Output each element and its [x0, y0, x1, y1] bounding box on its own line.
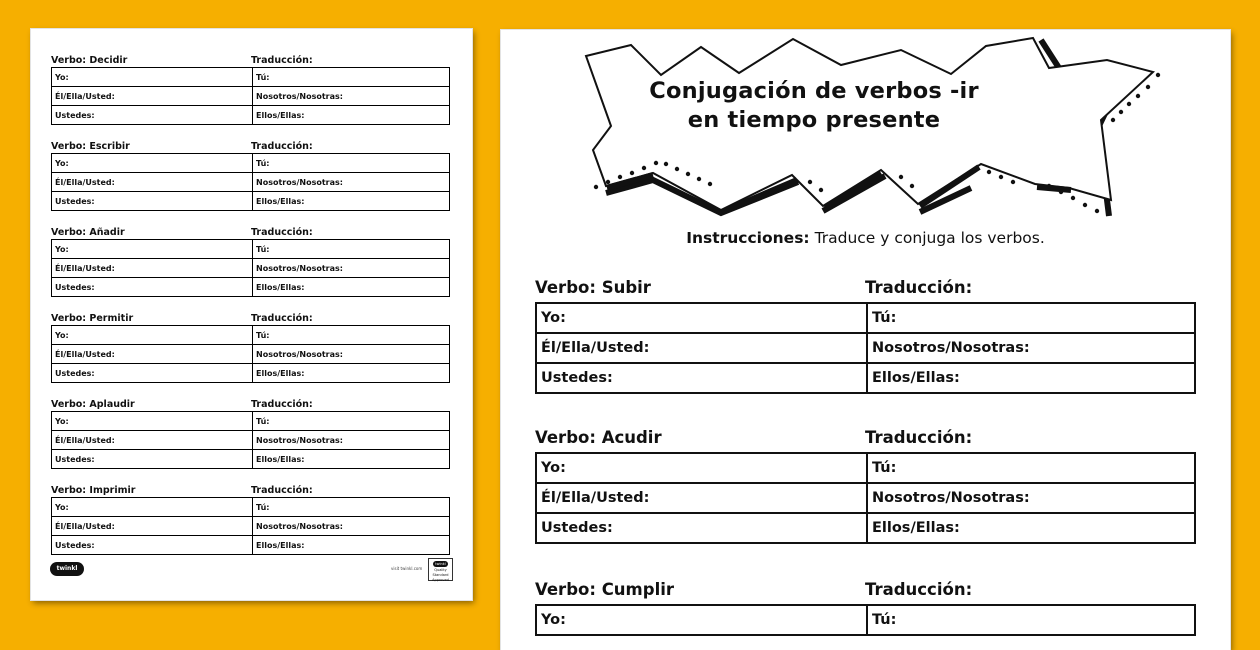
ustedes-cell[interactable]: Ustedes: [52, 536, 253, 555]
ustedes-cell[interactable]: Ustedes: [52, 192, 253, 211]
translation-label: Traducción: [251, 399, 313, 410]
ellos-cell[interactable]: Ellos/Ellas: [867, 513, 1195, 543]
conjugation-table [535, 604, 1196, 636]
nosotros-cell[interactable]: Nosotros/Nosotras: [867, 483, 1195, 513]
tu-cell[interactable]: Tú: [867, 605, 1195, 635]
conjugation-table [51, 67, 450, 125]
verb-section-imprimir [51, 485, 451, 550]
page-title: Conjugación de verbos -ir en tiempo presente [649, 78, 979, 133]
verb-heading: Verbo: Imprimir [51, 485, 136, 496]
verb-heading: Verbo: Subir [535, 278, 651, 297]
nosotros-cell[interactable]: Nosotros/Nosotras: [867, 333, 1195, 363]
yo-cell[interactable]: Yo: [52, 412, 253, 431]
nosotros-cell[interactable]: Nosotros/Nosotras: [253, 87, 450, 106]
translation-label: Traducción: [865, 428, 973, 447]
tu-cell[interactable]: Tú: [253, 154, 450, 173]
verb-heading: Verbo: Acudir [535, 428, 662, 447]
tu-cell[interactable]: Tú: [253, 412, 450, 431]
yo-cell[interactable]: Yo: [52, 154, 253, 173]
el-cell[interactable]: Él/Ella/Usted: [52, 259, 253, 278]
conjugation-table [535, 302, 1196, 394]
tu-cell[interactable]: Tú: [867, 453, 1195, 483]
worksheet-thumbnail [31, 29, 472, 600]
ellos-cell[interactable]: Ellos/Ellas: [253, 536, 450, 555]
ustedes-cell[interactable]: Ustedes: [52, 278, 253, 297]
el-cell[interactable]: Él/Ella/Usted: [52, 87, 253, 106]
yo-cell[interactable]: Yo: [536, 453, 867, 483]
translation-label: Traducción: [251, 485, 313, 496]
nosotros-cell[interactable]: Nosotros/Nosotras: [253, 431, 450, 450]
el-cell[interactable]: Él/Ella/Usted: [52, 345, 253, 364]
quality-badge-icon: twinkl Quality Standard Approved [428, 558, 453, 581]
instructions-text: Traduce y conjuga los verbos. [814, 229, 1045, 247]
ellos-cell[interactable]: Ellos/Ellas: [253, 450, 450, 469]
nosotros-cell[interactable]: Nosotros/Nosotras: [253, 517, 450, 536]
conjugation-table [51, 239, 450, 297]
verb-section-acudir [535, 428, 1197, 536]
verb-heading: Verbo: Escribir [51, 141, 130, 152]
nosotros-cell[interactable]: Nosotros/Nosotras: [253, 259, 450, 278]
translation-label: Traducción: [865, 278, 973, 297]
verb-section-anadir [51, 227, 451, 292]
tu-cell[interactable]: Tú: [253, 240, 450, 259]
ellos-cell[interactable]: Ellos/Ellas: [253, 364, 450, 383]
ellos-cell[interactable]: Ellos/Ellas: [867, 363, 1195, 393]
el-cell[interactable]: Él/Ella/Usted: [536, 333, 867, 363]
yo-cell[interactable]: Yo: [536, 605, 867, 635]
ellos-cell[interactable]: Ellos/Ellas: [253, 106, 450, 125]
nosotros-cell[interactable]: Nosotros/Nosotras: [253, 345, 450, 364]
tu-cell[interactable]: Tú: [253, 498, 450, 517]
nosotros-cell[interactable]: Nosotros/Nosotras: [253, 173, 450, 192]
footer-url: visit twinkl.com [391, 566, 423, 571]
yo-cell[interactable]: Yo: [52, 68, 253, 87]
translation-label: Traducción: [251, 227, 313, 238]
verb-section-subir [535, 278, 1197, 386]
ustedes-cell[interactable]: Ustedes: [52, 106, 253, 125]
ustedes-cell[interactable]: Ustedes: [536, 513, 867, 543]
tu-cell[interactable]: Tú: [253, 68, 450, 87]
verb-section-aplaudir [51, 399, 451, 464]
conjugation-table [51, 325, 450, 383]
yo-cell[interactable]: Yo: [536, 303, 867, 333]
verb-heading: Verbo: Decidir [51, 55, 128, 66]
el-cell[interactable]: Él/Ella/Usted: [52, 431, 253, 450]
tu-cell[interactable]: Tú: [253, 326, 450, 345]
title-banner-icon [501, 30, 1230, 260]
ellos-cell[interactable]: Ellos/Ellas: [253, 278, 450, 297]
verb-section-decidir [51, 55, 451, 120]
translation-label: Traducción: [251, 313, 313, 324]
verb-section-permitir [51, 313, 451, 378]
ustedes-cell[interactable]: Ustedes: [52, 364, 253, 383]
verb-heading: Verbo: Cumplir [535, 580, 675, 599]
yo-cell[interactable]: Yo: [52, 240, 253, 259]
ustedes-cell[interactable]: Ustedes: [52, 450, 253, 469]
yo-cell[interactable]: Yo: [52, 326, 253, 345]
el-cell[interactable]: Él/Ella/Usted: [52, 517, 253, 536]
verb-heading: Verbo: Permitir [51, 313, 134, 324]
verb-section-escribir [51, 141, 451, 206]
translation-label: Traducción: [251, 55, 313, 66]
verb-heading: Verbo: Añadir [51, 227, 125, 238]
conjugation-table [535, 452, 1196, 544]
el-cell[interactable]: Él/Ella/Usted: [536, 483, 867, 513]
ellos-cell[interactable]: Ellos/Ellas: [253, 192, 450, 211]
tu-cell[interactable]: Tú: [867, 303, 1195, 333]
translation-label: Traducción: [251, 141, 313, 152]
translation-label: Traducción: [865, 580, 973, 599]
conjugation-table [51, 153, 450, 211]
conjugation-table [51, 497, 450, 555]
verb-heading: Verbo: Aplaudir [51, 399, 135, 410]
instructions-label: Instrucciones: [686, 229, 810, 247]
instructions [501, 229, 1230, 247]
yo-cell[interactable]: Yo: [52, 498, 253, 517]
twinkl-logo: twinkl [50, 562, 84, 576]
ustedes-cell[interactable]: Ustedes: [536, 363, 867, 393]
verb-section-cumplir [535, 580, 1197, 628]
worksheet-main [501, 30, 1230, 650]
conjugation-table [51, 411, 450, 469]
el-cell[interactable]: Él/Ella/Usted: [52, 173, 253, 192]
